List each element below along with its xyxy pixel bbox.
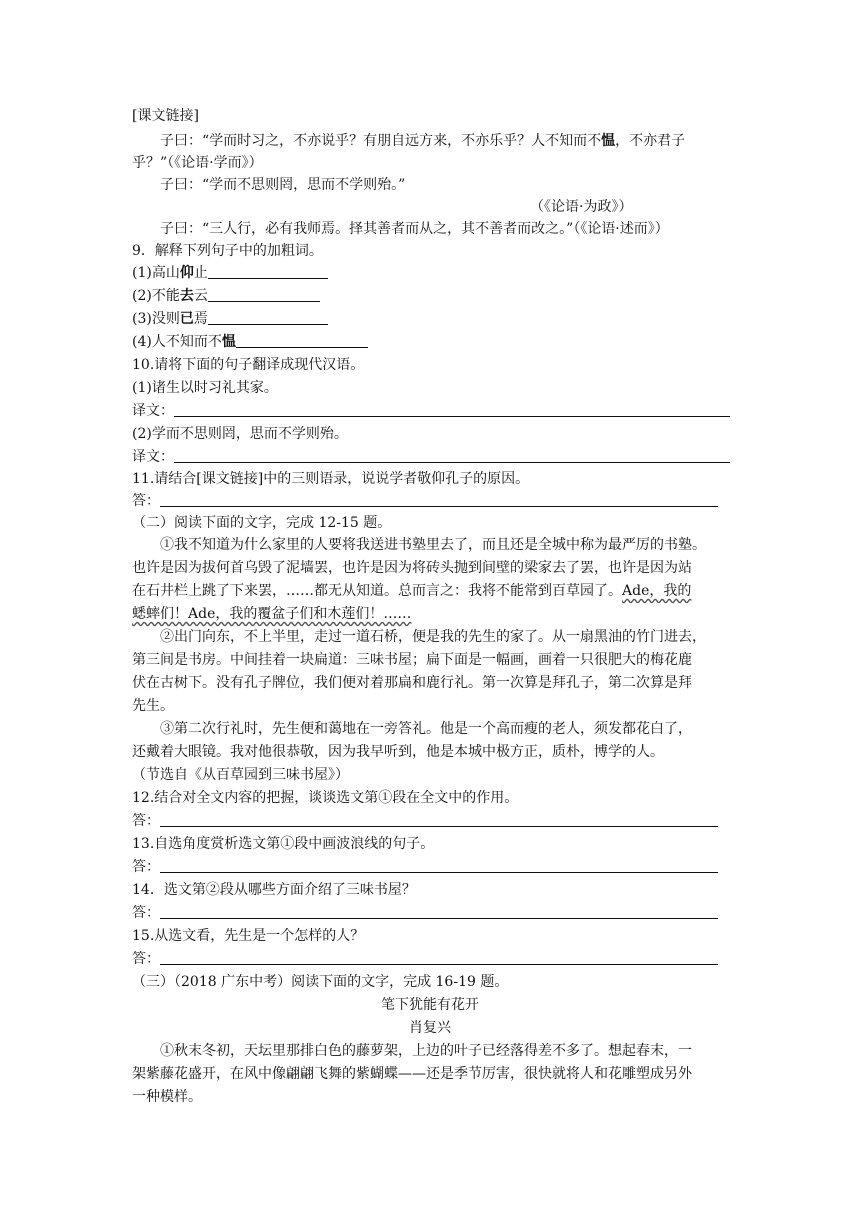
article-para-1-line-1: ①秋末冬初，天坛里那排白色的藤萝架，上边的叶子已经落得差不多了。想起春末，一 xyxy=(160,1043,692,1059)
passage-para-1-line-1: ①我不知道为什么家里的人要将我送进书塾里去了，而且还是全城中称为最严厉的书塾。 xyxy=(160,537,706,553)
section-2-heading: （二）阅读下面的文字，完成 12-15 题。 xyxy=(132,515,392,531)
answer-blank[interactable] xyxy=(160,904,718,919)
question-11: 11.请结合[课文链接]中的三则语录，说说学者敬仰孔子的原因。 xyxy=(132,471,530,487)
question-14: 14．选文第②段从哪些方面介绍了三味书屋？ xyxy=(132,882,416,898)
answer-blank[interactable] xyxy=(160,950,718,965)
quote-3: 子曰：“三人行，必有我师焉。择其善者而从之，其不善者而改之。”（《论语·述而》） xyxy=(160,221,669,237)
answer-blank[interactable] xyxy=(208,310,328,325)
passage-para-1-line-3: 在石井栏上跳了下来罢，……都无从知道。总而言之：我将不能常到百草园了。Ade，我的 xyxy=(132,583,692,599)
link-heading: [课文链接] xyxy=(132,108,199,124)
answer-blank[interactable] xyxy=(174,448,730,463)
translation-line-1: 译文： xyxy=(132,401,730,421)
question-9-item-4: (4)人不知而不愠 xyxy=(132,332,368,352)
passage-para-1-line-4 xyxy=(132,604,411,624)
article-title: 笔下犹能有花开 xyxy=(381,997,479,1013)
article-para-1-line-3: 一种模样。 xyxy=(132,1089,202,1105)
quote-1-line-1: 子曰：“学而时习之，不亦说乎？有朋自远方来，不亦乐乎？人不知而不愠，不亦君子 xyxy=(160,133,686,149)
answer-line-13: 答： xyxy=(132,857,718,877)
question-13: 13.自选角度赏析选文第①段中画波浪线的句子。 xyxy=(132,836,435,852)
wavy-underlined-sentence: Ade，我的 xyxy=(622,583,692,599)
question-10-item-1: (1)诸生以时习礼其家。 xyxy=(132,380,278,396)
question-9-item-2: (2)不能去云 xyxy=(132,286,320,306)
article-para-1-line-2: 架紫藤花盛开，在风中像翩翩飞舞的紫蝴蝶——还是季节厉害，很快就将人和花雕塑成另外 xyxy=(132,1066,692,1082)
answer-blank[interactable] xyxy=(208,264,328,279)
answer-line-12: 答： xyxy=(132,811,718,831)
section-3-heading: （三）（2018 广东中考）阅读下面的文字，完成 16-19 题。 xyxy=(132,974,509,990)
passage-para-3-line-2: 还戴着大眼镜。我对他很恭敬，因为我早听到，他是本城中极方正，质朴，博学的人。 xyxy=(132,744,664,760)
excerpt-source: （节选自《从百草园到三味书屋》） xyxy=(132,767,349,783)
article-author: 肖复兴 xyxy=(409,1020,451,1036)
answer-blank[interactable] xyxy=(160,858,718,873)
answer-blank[interactable] xyxy=(236,333,368,348)
wavy-underlined-sentence: 蟋蟀们！Ade，我的覆盆子们和木莲们！…… xyxy=(132,606,412,622)
answer-blank[interactable] xyxy=(208,287,320,302)
question-12: 12.结合对全文内容的把握，谈谈选文第①段在全文中的作用。 xyxy=(132,790,519,806)
quote-2-source: （《论语·为政》） xyxy=(530,199,633,215)
answer-blank[interactable] xyxy=(160,812,718,827)
answer-line-15: 答： xyxy=(132,949,718,969)
question-9: 9．解释下列句子中的加粗词。 xyxy=(132,243,323,259)
quote-1-line-2: 乎？”（《论语·学而》） xyxy=(132,155,263,171)
question-9-item-1: (1)高山仰止 xyxy=(132,263,328,283)
quote-2: 子曰：“学而不思则罔，思而不学则殆。” xyxy=(160,177,406,193)
answer-line-11: 答： xyxy=(132,491,718,511)
answer-line-14: 答： xyxy=(132,903,718,923)
passage-para-2-line-3: 伏在古树下。没有孔子牌位，我们便对着那扁和鹿行礼。第一次算是拜孔子，第二次算是拜 xyxy=(132,675,692,691)
question-15: 15.从选文看，先生是一个怎样的人？ xyxy=(132,928,365,944)
passage-para-3-line-1: ③第二次行礼时，先生便和蔼地在一旁答礼。他是一个高而瘦的老人，须发都花白了， xyxy=(160,721,692,737)
passage-para-2-line-2: 第三间是书房。中间挂着一块扁道：三味书屋；扁下面是一幅画，画着一只很肥大的梅花鹿 xyxy=(132,652,692,668)
passage-para-1-line-2: 也许是因为拔何首乌毁了泥墙罢，也许是因为将砖头抛到间壁的梁家去了罢，也许是因为站 xyxy=(132,560,692,576)
bold-word: 愠 xyxy=(601,133,616,149)
question-10-item-2: (2)学而不思则罔，思而不学则殆。 xyxy=(132,426,348,442)
question-10: 10.请将下面的句子翻译成现代汉语。 xyxy=(132,357,365,373)
passage-para-2-line-4: 先生。 xyxy=(132,698,174,714)
passage-para-2-line-1: ②出门向东，不上半里，走过一道石桥，便是我的先生的家了。从一扇黑油的竹门进去， xyxy=(160,629,706,645)
translation-line-2: 译文： xyxy=(132,447,730,467)
question-9-item-3: (3)没则已焉 xyxy=(132,309,328,329)
answer-blank[interactable] xyxy=(160,492,718,507)
answer-blank[interactable] xyxy=(174,402,730,417)
